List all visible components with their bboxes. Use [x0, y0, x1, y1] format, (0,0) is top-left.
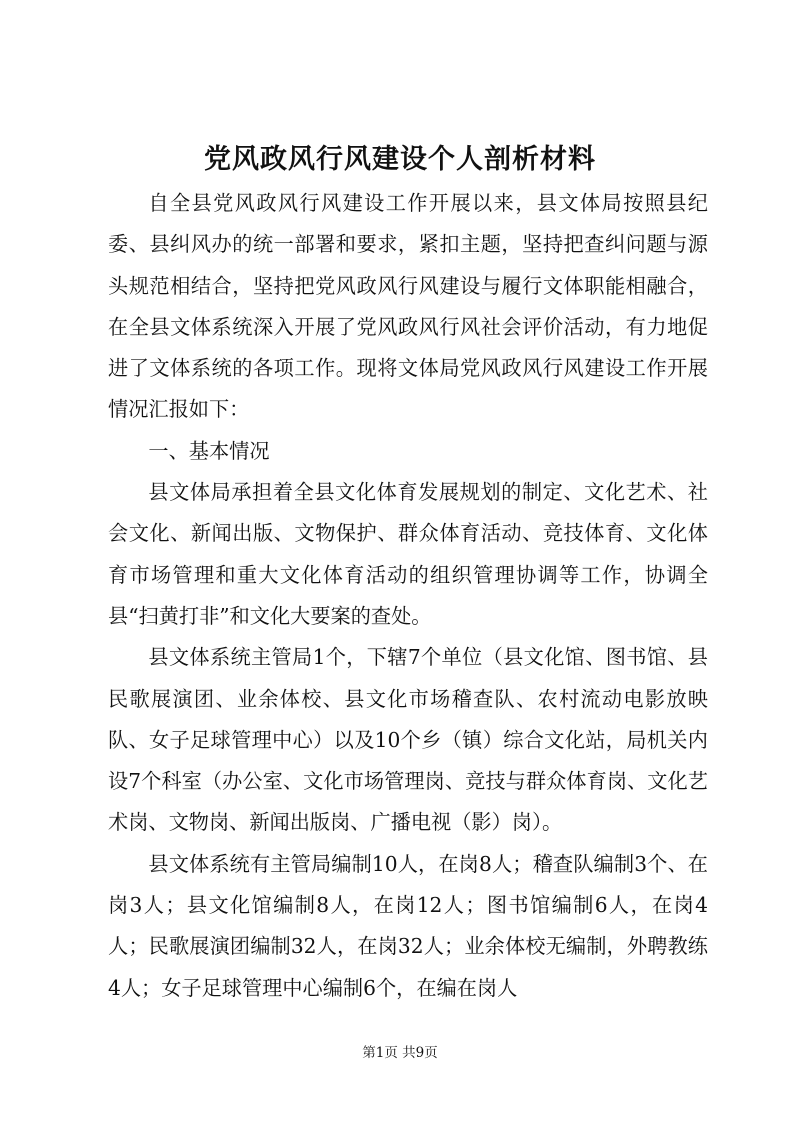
paragraph-intro: 自全县党风政风行风建设工作开展以来，县文体局按照县纪委、县纠风办的统一部署和要求，紧扣主题，坚持把查纠问题与源头规范相结合，坚持把党风政风行风建设与履行文体职能相融合，在全县文体系统深入开展了党风政风行风社会评价活动，有力地促进了文体系统的各项工作。现将文体局党风政风行风建设工作开展情况汇报如下： — [108, 191, 708, 422]
document-body — [108, 183, 708, 1009]
paragraph-staffing: 县文体系统有主管局编制10人，在岗8人；稽查队编制3个、在岗3人；县文化馆编制8人，在岗12人；图书馆编制6人，在岗4人；民歌展演团编制32人，在岗32人；业余体校无编制，外聘教练4人；女子足球管理中心编制6个，在编在岗人 — [108, 851, 708, 1000]
paragraph-organization: 县文体系统主管局1个，下辖7个单位（县文化馆、图书馆、县民歌展演团、业余体校、县文化市场稽查队、农村流动电影放映队、女子足球管理中心）以及10个乡（镇）综合文化站，局机关内设7个科室（办公室、文化市场管理岗、竞技与群众体育岗、文化艺术岗、文物岗、新闻出版岗、广播电视（影）岗）。 — [108, 645, 708, 835]
page-footer: 第1页 共9页 — [362, 1045, 438, 1061]
document-title: 党风政风行风建设个人剖析材料 — [204, 144, 596, 175]
paragraph-responsibilities: 县文体局承担着全县文化体育发展规划的制定、文化艺术、社会文化、新闻出版、文物保护、群众体育活动、竞技体育、文化体育市场管理和重大文化体育活动的组织管理协调等工作，协调全县“扫黄打非”和文化大要案的查处。 — [108, 480, 708, 628]
section-heading-basic-situation: 一、基本情况 — [148, 438, 270, 463]
